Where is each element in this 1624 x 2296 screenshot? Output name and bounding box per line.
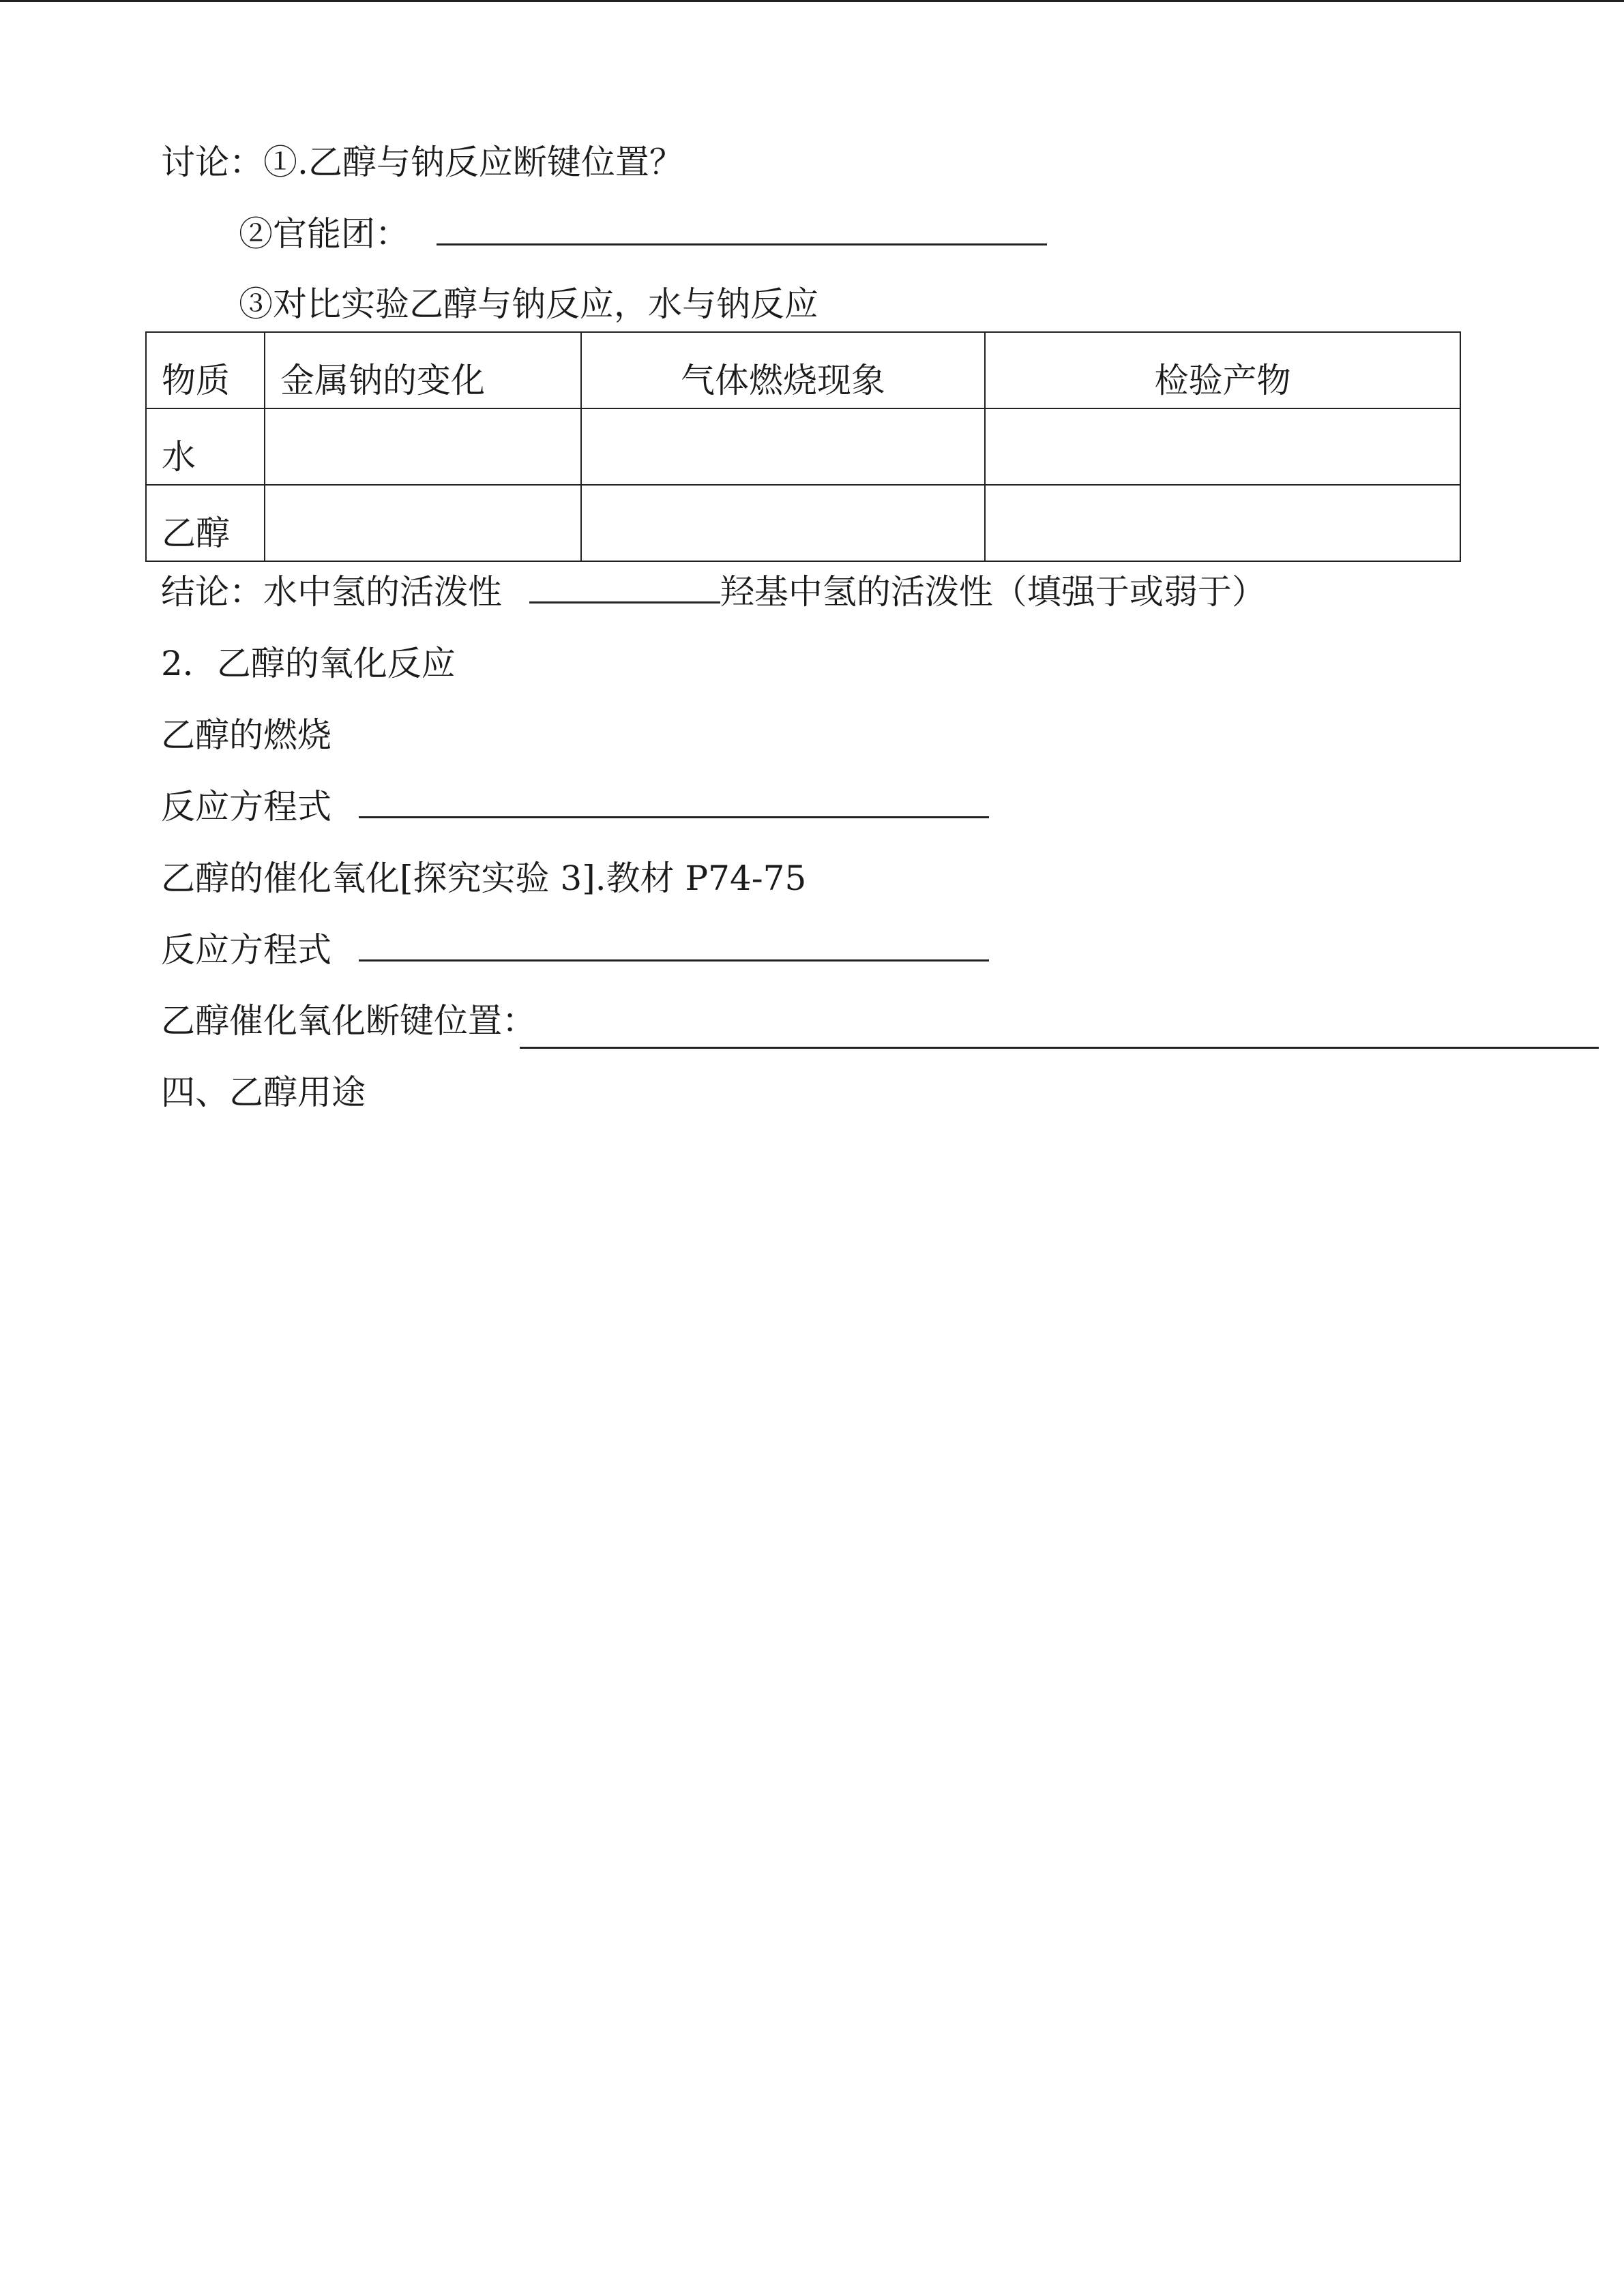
table-cell[interactable] — [985, 485, 1460, 561]
comparison-table — [145, 331, 1461, 562]
equation-label: 反应方程式 — [161, 787, 331, 826]
table-row — [146, 485, 1460, 561]
equation-blank-2[interactable] — [359, 929, 989, 961]
conclusion-line — [161, 571, 1266, 612]
table-row — [146, 408, 1460, 485]
discussion-question-1: 讨论：①.乙醇与钠反应断键位置？ — [161, 143, 683, 182]
row-ethanol-label: 乙醇 — [146, 485, 265, 561]
functional-group-blank[interactable] — [437, 213, 1047, 245]
page-top-border — [0, 0, 1624, 2]
table-header-row — [146, 332, 1460, 408]
table-cell[interactable] — [265, 408, 581, 485]
bond-position-blank[interactable] — [520, 1047, 1599, 1049]
table-cell[interactable] — [581, 485, 985, 561]
header-product-test: 检验产物 — [985, 332, 1460, 408]
functional-group-label: ②官能团： — [239, 214, 409, 254]
row-water-label: 水 — [146, 408, 265, 485]
conclusion-prefix: 结论：水中氢的活泼性 — [161, 572, 502, 612]
discussion-question-2 — [239, 213, 1047, 254]
discussion-question-3: ③对比实验乙醇与钠反应，水与钠反应 — [239, 284, 818, 324]
table-cell[interactable] — [581, 408, 985, 485]
section-4-title: 四、乙醇用途 — [161, 1073, 366, 1112]
table-cell[interactable] — [985, 408, 1460, 485]
header-substance: 物质 — [146, 332, 265, 408]
header-sodium-change: 金属钠的变化 — [265, 332, 581, 408]
table-cell[interactable] — [265, 485, 581, 561]
section-2-title: 2．乙醇的氧化反应 — [161, 644, 456, 683]
equation-blank-1[interactable] — [359, 786, 989, 818]
header-gas-combustion: 气体燃烧现象 — [581, 332, 985, 408]
conclusion-blank[interactable] — [529, 571, 720, 603]
equation-line-2 — [161, 929, 989, 970]
bond-position-label: 乙醇催化氧化断键位置： — [161, 1001, 536, 1041]
conclusion-suffix: 羟基中氢的活泼性（填强于或弱于） — [720, 572, 1266, 612]
equation-label: 反应方程式 — [161, 930, 331, 970]
equation-line-1 — [161, 786, 989, 827]
combustion-heading: 乙醇的燃烧 — [161, 715, 331, 755]
catalytic-oxidation-heading: 乙醇的催化氧化[探究实验 3].教材 P74-75 — [161, 859, 807, 898]
